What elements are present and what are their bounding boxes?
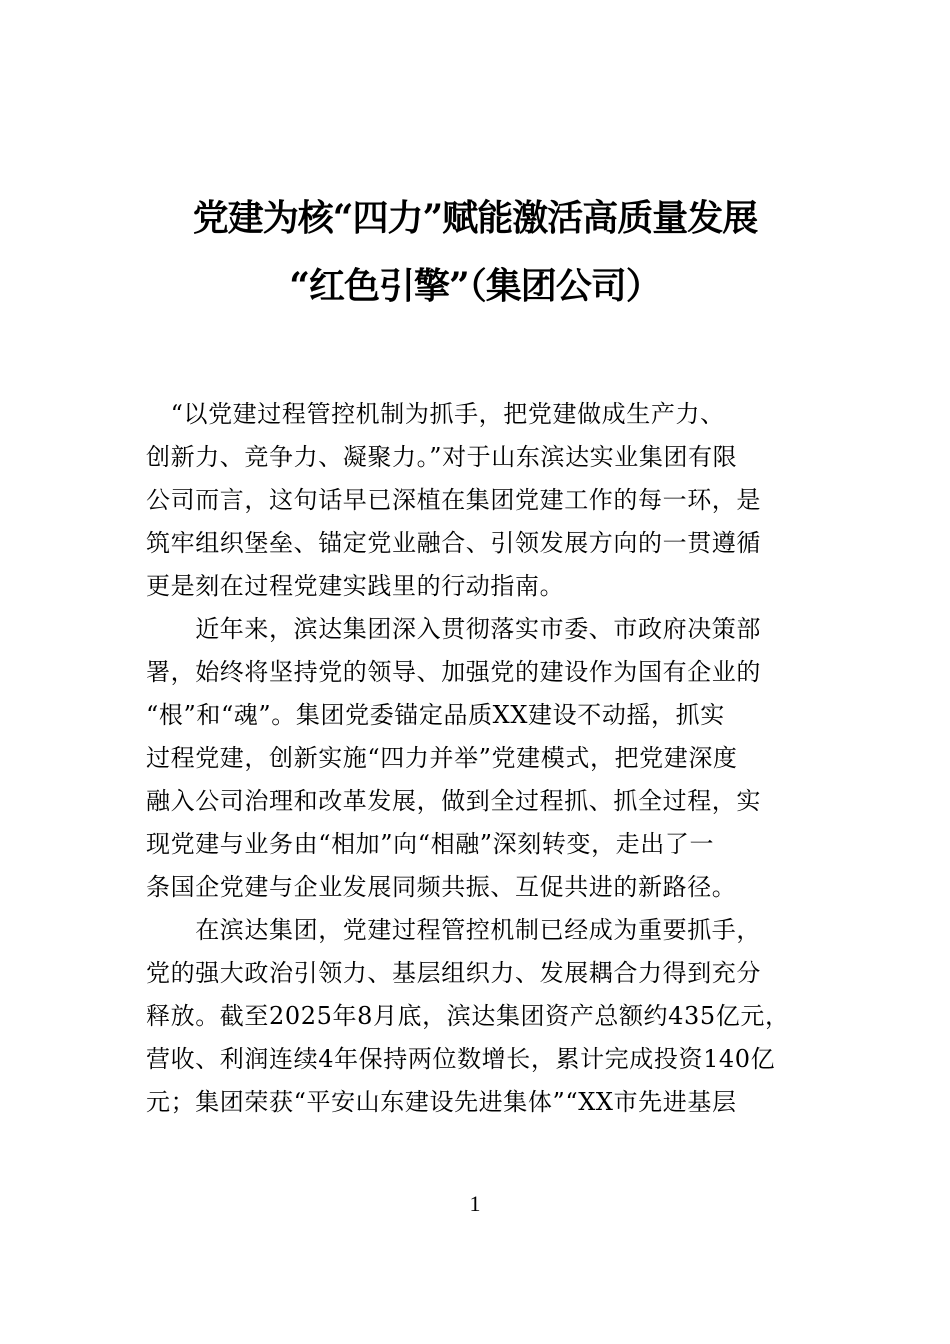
body-line: “以党建过程管控机制为抓手，把党建做成生产力、: [146, 400, 725, 428]
body-line: “根”和“魂”。集团党委锚定品质XX建设不动摇，抓实: [146, 701, 725, 729]
body-line: 近年来，滨达集团深入贯彻落实市委、市政府决策部: [146, 615, 761, 643]
page-number: 1: [469, 1191, 481, 1216]
body-line: 过程党建，创新实施“四力并举”党建模式，把党建深度: [146, 744, 738, 772]
body-line: 释放。截至2025年8月底，滨达集团资产总额约435亿元，: [146, 1002, 790, 1030]
body-line: 更是刻在过程党建实践里的行动指南。: [146, 572, 565, 600]
body-line: 条国企党建与企业发展同频共振、互促共进的新路径。: [146, 873, 737, 901]
body-line: 创新力、竞争力、凝聚力。”对于山东滨达实业集团有限: [146, 443, 738, 471]
document-title-line-2: “红色引擎”（集团公司）: [289, 265, 661, 307]
body-line: 元；集团荣获“平安山东建设先进集体”“XX市先进基层: [146, 1088, 737, 1116]
body-line: 署，始终将坚持党的领导、加强党的建设作为国有企业的: [146, 658, 761, 686]
body-line: 在滨达集团，党建过程管控机制已经成为重要抓手，: [146, 916, 761, 944]
body-line: 筑牢组织堡垒、锚定党业融合、引领发展方向的一贯遵循: [146, 529, 761, 557]
body-line: 营收、利润连续4年保持两位数增长，累计完成投资140亿: [146, 1045, 776, 1073]
body-line: 公司而言，这句话早已深植在集团党建工作的每一环，是: [146, 486, 761, 514]
body-line: 党的强大政治引领力、基层组织力、发展耦合力得到充分: [146, 959, 761, 987]
document-title-line-1: 党建为核“四力”赋能激活高质量发展: [192, 197, 758, 239]
body-line: 融入公司治理和改革发展，做到全过程抓、抓全过程，实: [146, 787, 761, 815]
body-line: 现党建与业务由“相加”向“相融”深刻转变，走出了一: [146, 830, 715, 858]
